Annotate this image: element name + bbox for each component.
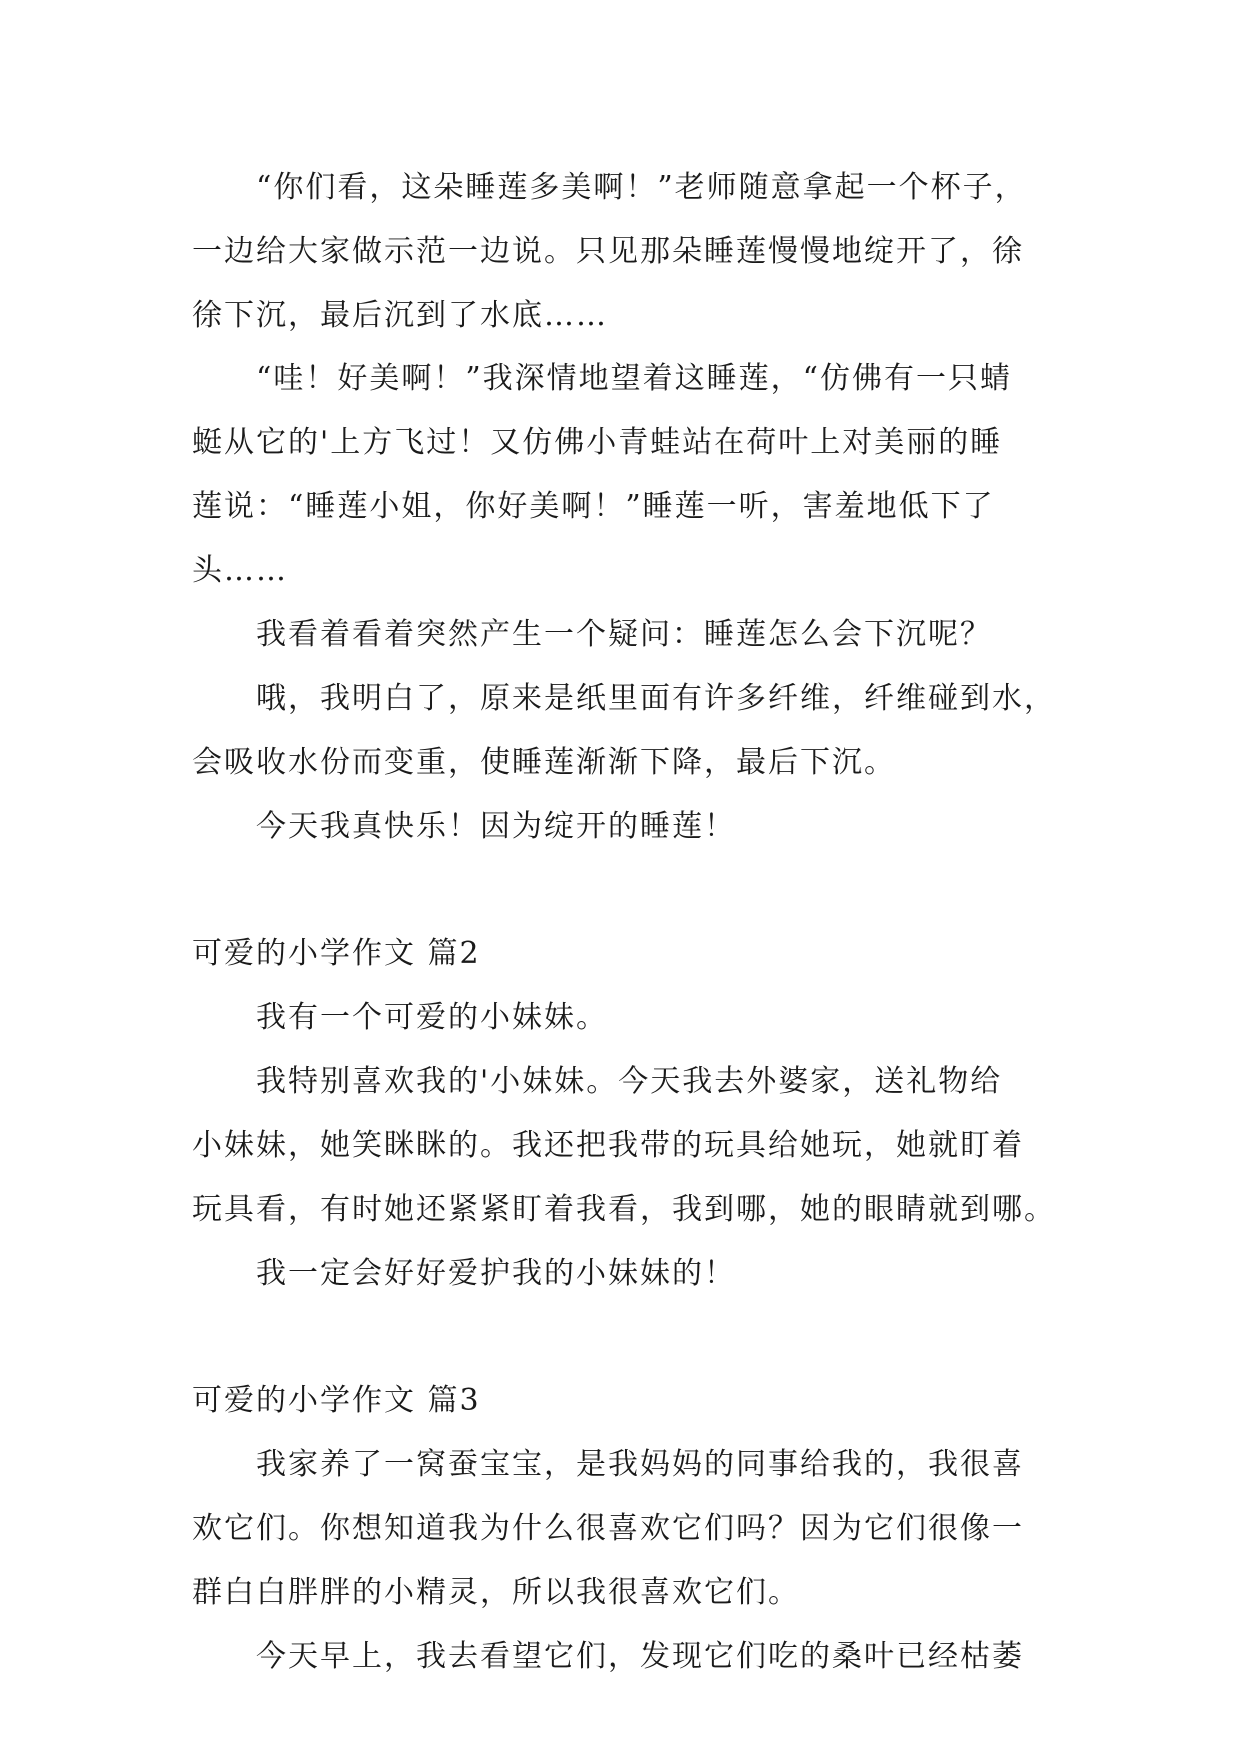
- paragraph-line: 哦，我明白了，原来是纸里面有许多纤维，纤维碰到水，: [256, 681, 1056, 716]
- paragraph-line: 今天我真快乐！因为绽开的睡莲！: [256, 809, 736, 844]
- paragraph-line: 一边给大家做示范一边说。只见那朵睡莲慢慢地绽开了，徐: [192, 234, 1024, 269]
- paragraph-line: 群白白胖胖的小精灵，所以我很喜欢它们。: [192, 1575, 800, 1610]
- paragraph-line: 今天早上，我去看望它们，发现它们吃的桑叶已经枯萎: [256, 1639, 1024, 1674]
- paragraph-line: 我有一个可爱的小妹妹。: [256, 1000, 608, 1035]
- paragraph-line: 小妹妹，她笑眯眯的。我还把我带的玩具给她玩，她就盯着: [192, 1128, 1024, 1163]
- paragraph-line: 徐下沉，最后沉到了水底……: [192, 298, 608, 333]
- paragraph-line: 玩具看，有时她还紧紧盯着我看，我到哪，她的眼睛就到哪。: [192, 1192, 1056, 1227]
- paragraph-line: 我特别喜欢我的'小妹妹。今天我去外婆家，送礼物给: [256, 1064, 1003, 1099]
- paragraph-line: 我一定会好好爱护我的小妹妹的！: [256, 1256, 736, 1291]
- section-heading: 可爱的小学作文 篇2: [192, 936, 481, 971]
- paragraph-line: “你们看，这朵睡莲多美啊！”老师随意拿起一个杯子，: [256, 170, 1027, 205]
- paragraph-line: 头……: [192, 553, 288, 588]
- section-heading: 可爱的小学作文 篇3: [192, 1383, 481, 1418]
- paragraph-line: 我看着看着突然产生一个疑问：睡莲怎么会下沉呢？: [256, 617, 992, 652]
- paragraph-line: 会吸收水份而变重，使睡莲渐渐下降，最后下沉。: [192, 745, 896, 780]
- paragraph-line: “哇！好美啊！”我深情地望着这睡莲，“仿佛有一只蜻: [256, 361, 1013, 396]
- paragraph-line: 我家养了一窝蚕宝宝，是我妈妈的同事给我的，我很喜: [256, 1447, 1024, 1482]
- paragraph-line: 莲说：“睡莲小姐，你好美啊！”睡莲一听，害羞地低下了: [192, 489, 995, 524]
- paragraph-line: 蜓从它的'上方飞过！又仿佛小青蛙站在荷叶上对美丽的睡: [192, 425, 1003, 460]
- paragraph-line: 欢它们。你想知道我为什么很喜欢它们吗？因为它们很像一: [192, 1511, 1024, 1546]
